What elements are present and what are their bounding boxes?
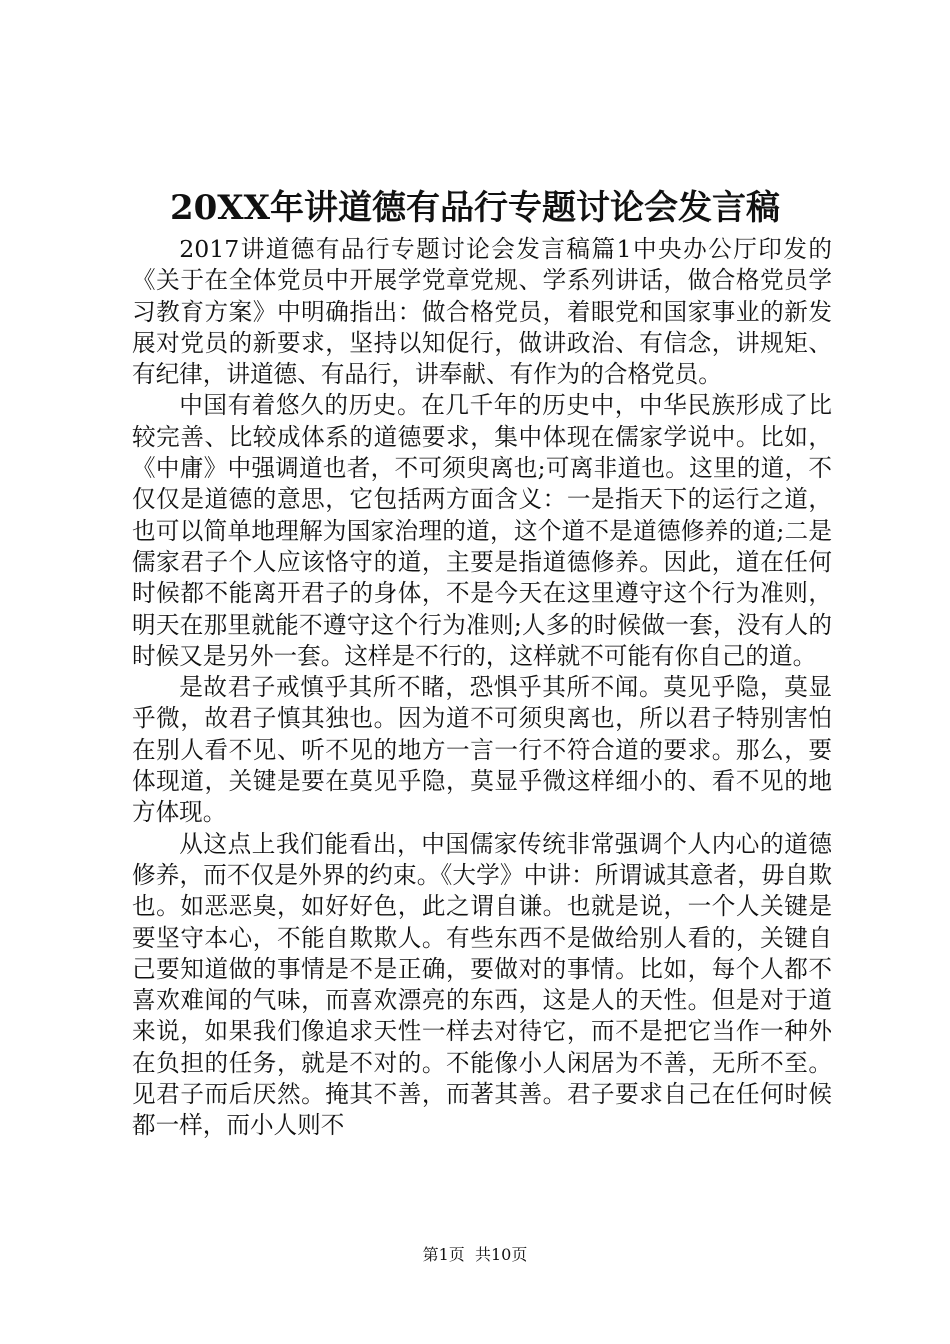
document-title: 20XX年讲道德有品行专题讨论会发言稿 [169,188,781,228]
footer-spacer [465,1245,475,1264]
paragraph-3: 是故君子戒慎乎其所不睹，恐惧乎其所不闻。莫见乎隐，莫显乎微，故君子慎其独也。因为道不可须臾离也，所以君子特别害怕在别人看不见、听不见的地方一言一行不符合道的要求。那么，要体现道，关键是要在莫见乎隐，莫显乎微这样细小的、看不见的地方体现。 [132,673,832,827]
paragraph-4: 从这点上我们能看出，中国儒家传统非常强调个人内心的道德修养，而不仅是外界的约束。《大学》中讲：所谓诚其意者，毋自欺也。如恶恶臭，如好好色，此之谓自谦。也就是说，一个人关键是要坚守本心，不能自欺欺人。有些东西不是做给别人看的，关键自己要知道做的事情是不是正确，要做对的事情。比如，每个人都不喜欢难闻的气味，而喜欢漂亮的东西，这是人的天性。但是对于道来说，如果我们像追求天性一样去对待它，而不是把它当作一种外在负担的任务，就是不对的。不能像小人闲居为不善，无所不至。见君子而后厌然。掩其不善，而著其善。君子要求自己在任何时候都一样，而小人则不 [132,829,832,1140]
page-number: 第1页 [422,1245,465,1264]
page-total: 共10页 [474,1245,528,1264]
document-body [132,234,832,1142]
page-footer [0,1243,950,1267]
paragraph-1: 2017讲道德有品行专题讨论会发言稿篇1中央办公厅印发的《关于在全体党员中开展学党章党规、学系列讲话，做合格党员学习教育方案》中明确指出：做合格党员，着眼党和国家事业的新发展对党员的新要求，坚持以知促行，做讲政治、有信念，讲规矩、有纪律，讲道德、有品行，讲奉献、有作为的合格党员。 [132,235,832,389]
paragraph-2: 中国有着悠久的历史。在几千年的历史中，中华民族形成了比较完善、比较成体系的道德要求，集中体现在儒家学说中。比如，《中庸》中强调道也者，不可须臾离也;可离非道也。这里的道，不仅仅是道德的意思，它包括两方面含义：一是指天下的运行之道，也可以简单地理解为国家治理的道，这个道不是道德修养的道;二是儒家君子个人应该恪守的道，主要是指道德修养。因此，道在任何时候都不能离开君子的身体，不是今天在这里遵守这个行为准则，明天在那里就能不遵守这个行为准则;人多的时候做一套，没有人的时候又是另外一套。这样是不行的，这样就不可能有你自己的道。 [132,391,832,670]
